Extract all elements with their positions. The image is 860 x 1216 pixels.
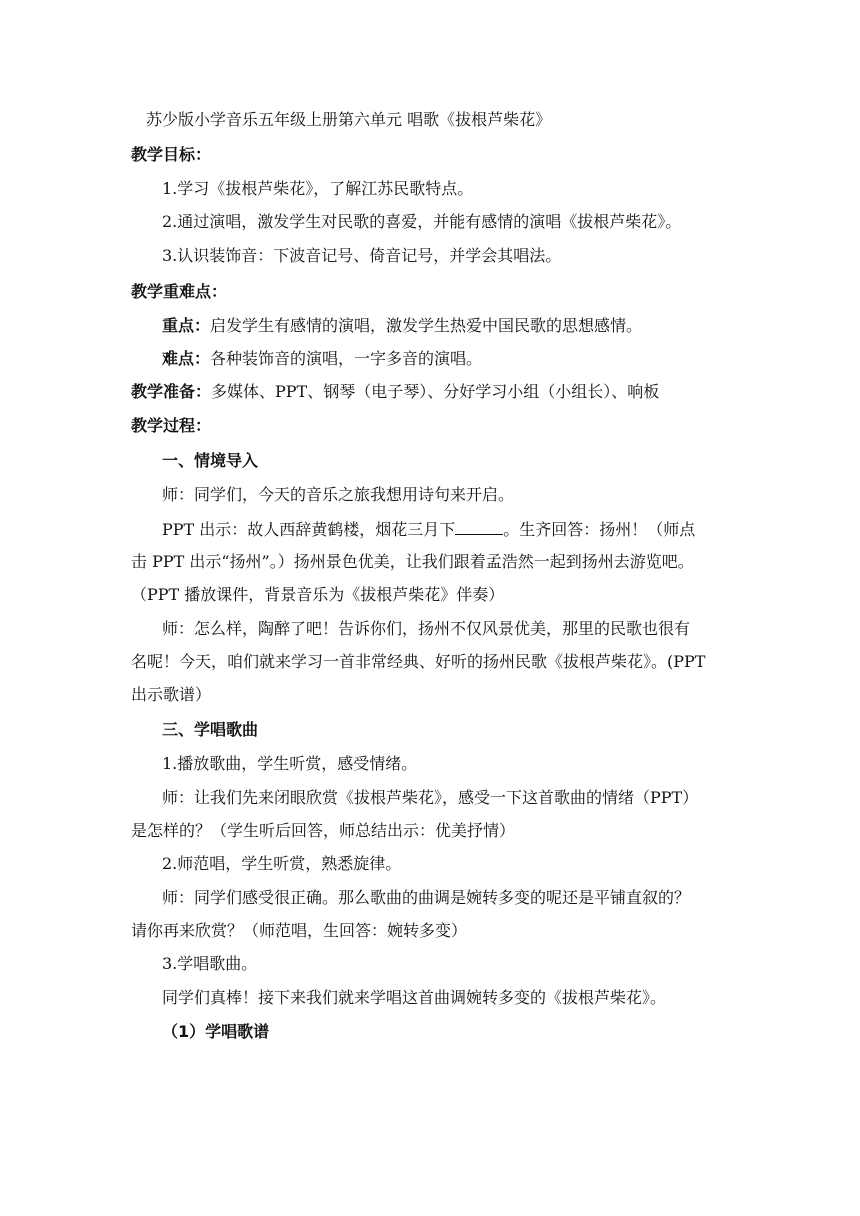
- document-title: 苏少版小学音乐五年级上册第六单元 唱歌《拔根芦柴花》: [146, 110, 552, 129]
- section3-step: 1.播放歌曲，学生听赏，感受情绪。: [162, 754, 418, 773]
- process-heading: 教学过程：: [131, 416, 212, 435]
- section1-paragraph: 师：同学们，今天的音乐之旅我想用诗句来开启。: [162, 485, 515, 504]
- difficulty-line: [162, 348, 482, 370]
- objectives-heading: 教学目标：: [131, 145, 212, 164]
- preparation-label: 教学准备：: [131, 382, 212, 401]
- section1-paragraph-line: 名呢！今天，咱们就来学习一首非常经典、好听的扬州民歌《拔根芦柴花》。(PPT: [131, 652, 706, 671]
- keypoint-text: 启发学生有感情的演唱，激发学生热爱中国民歌的思想感情。: [210, 316, 643, 335]
- section1-paragraph-line: 出示歌谱）: [131, 685, 212, 704]
- section1-paragraph-line: [162, 518, 695, 540]
- section1-text: PPT 出示：故人西辞黄鹤楼，烟花三月下: [162, 520, 456, 539]
- section3-step: 3.学唱歌曲。: [162, 954, 258, 973]
- preparation-text: 多媒体、PPT、钢琴（电子琴）、分好学习小组（小组长）、响板: [211, 382, 660, 401]
- section3-step: 2.师范唱，学生听赏，熟悉旋律。: [162, 854, 402, 873]
- section1-heading: 一、情境导入: [162, 451, 259, 470]
- fill-in-blank: [455, 518, 503, 535]
- section3-paragraph-line: 师：同学们感受很正确。那么歌曲的曲调是婉转多变的呢还是平铺直叙的？: [162, 888, 691, 907]
- section3-paragraph-line: 是怎样的？（学生听后回答，师总结出示：优美抒情）: [131, 821, 516, 840]
- section1-paragraph-line: （PPT 播放课件，背景音乐为《拔根芦柴花》伴奏）: [131, 585, 505, 604]
- section1-paragraph-line: 击 PPT 出示“扬州”。）扬州景色优美，让我们跟着孟浩然一起到扬州去游览吧。: [131, 552, 694, 571]
- keypoint-label: 重点：: [162, 316, 211, 335]
- preparation-line: [131, 381, 659, 403]
- keypoint-line: [162, 315, 642, 337]
- section3-paragraph-line: 师：让我们先来闭眼欣赏《拔根芦柴花》，感受一下这首歌曲的情绪（PPT）: [162, 788, 699, 807]
- difficulty-text: 各种装饰音的演唱，一字多音的演唱。: [210, 349, 483, 368]
- section3-heading: 三、学唱歌曲: [162, 720, 259, 739]
- difficulty-label: 难点：: [162, 349, 211, 368]
- keypoints-heading: 教学重难点：: [131, 282, 228, 301]
- section1-text: 。生齐回答：扬州！（师点: [503, 520, 696, 539]
- section3-subheading: （1）学唱歌谱: [162, 1022, 270, 1041]
- objective-item: 3.认识装饰音：下波音记号、倚音记号，并学会其唱法。: [162, 246, 562, 265]
- section3-paragraph-line: 同学们真棒！接下来我们就来学唱这首曲调婉转多变的《拔根芦柴花》。: [162, 988, 667, 1007]
- section3-paragraph-line: 请你再来欣赏？（师范唱，生回答：婉转多变）: [131, 921, 468, 940]
- section1-paragraph-line: 师：怎么样，陶醉了吧！告诉你们，扬州不仅风景优美，那里的民歌也很有: [162, 619, 691, 638]
- objective-item: 1.学习《拔根芦柴花》，了解江苏民歌特点。: [162, 179, 474, 198]
- objective-item: 2.通过演唱，激发学生对民歌的喜爱，并能有感情的演唱《拔根芦柴花》。: [162, 212, 682, 231]
